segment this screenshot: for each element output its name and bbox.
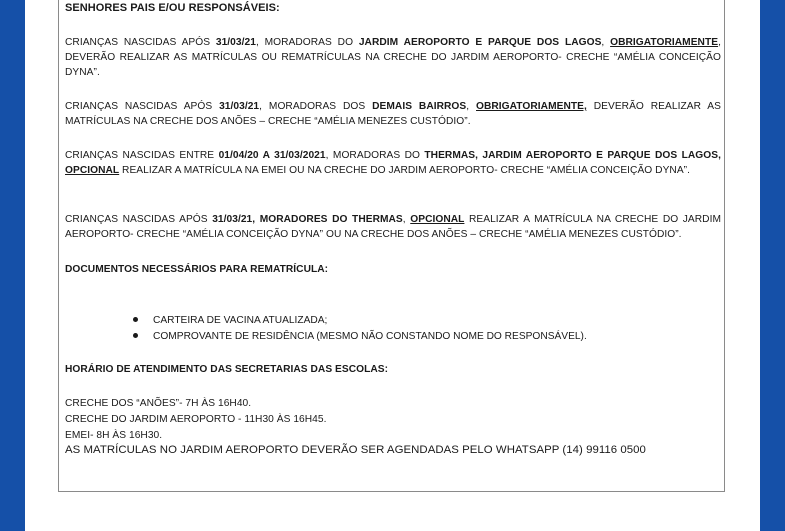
paragraph-4: CRIANÇAS NASCIDAS APÓS 31/03/21, MORADORES DO THERMAS, OPCIONAL REALIZAR A MATRÍCULA NA CRECHE DO JARDIM AEROPORTO- CRECHE “AMÉLIA CONCEIÇÃO DYNA” OU NA CRECHE DOS ANÕES – CRECHE “AMÉLIA MENEZES CUSTÓDIO”. bbox=[65, 214, 721, 240]
documents-heading: DOCUMENTOS NECESSÁRIOS PARA REMATRÍCULA: bbox=[65, 264, 329, 275]
paragraph-2: CRIANÇAS NASCIDAS APÓS 31/03/21, MORADORAS DOS DEMAIS BAIRROS, OBRIGATORIAMENTE, DEVERÃO REALIZAR AS MATRÍCULAS NA CRECHE DOS ANÕES – CRECHE “AMÉLIA MENEZES CUSTÓDIO”. bbox=[65, 101, 721, 127]
main-heading: SENHORES PAIS E/OU RESPONSÁVEIS: bbox=[65, 2, 280, 14]
bullet-icon bbox=[133, 333, 138, 338]
list-item: COMPROVANTE DE RESIDÊNCIA (MESMO NÃO CONSTANDO NOME DO RESPONSÁVEL). bbox=[133, 329, 587, 344]
right-blue-border bbox=[760, 0, 785, 531]
bullet-icon bbox=[133, 317, 138, 322]
list-item: CARTEIRA DE VACINA ATUALIZADA; bbox=[133, 313, 327, 328]
paragraph-3: CRIANÇAS NASCIDAS ENTRE 01/04/20 A 31/03/2021, MORADORAS DO THERMAS, JARDIM AEROPORTO E PARQUE DOS LAGOS, OPCIONAL REALIZAR A MATRÍCULA NA EMEI OU NA CRECHE DO JARDIM AEROPORTO- CRECHE “AMÉLIA CONCEIÇÃO DYNA”. bbox=[65, 150, 721, 176]
paragraph-1: CRIANÇAS NASCIDAS APÓS 31/03/21, MORADORAS DO JARDIM AEROPORTO E PARQUE DOS LAGOS, OBRIGATORIAMENTE, DEVERÃO REALIZAR AS MATRÍCULAS OU REMATRÍCULAS NA CRECHE DO JARDIM AEROPORTO- CRECHE “AMÉLIA CONCEIÇÃO DYNA”. bbox=[65, 37, 721, 78]
hours-line: CRECHE DOS “ANÕES”- 7H ÀS 16H40. bbox=[65, 398, 252, 409]
left-blue-border bbox=[0, 0, 25, 531]
hours-heading: HORÁRIO DE ATENDIMENTO DAS SECRETARIAS DAS ESCOLAS: bbox=[65, 364, 389, 375]
hours-line: CRECHE DO JARDIM AEROPORTO - 11H30 ÀS 16H45. bbox=[65, 414, 327, 425]
hours-line: EMEI- 8H ÀS 16H30. bbox=[65, 430, 163, 441]
whatsapp-note: AS MATRÍCULAS NO JARDIM AEROPORTO DEVERÃO SER AGENDADAS PELO WHATSAPP (14) 99116 0500 bbox=[65, 444, 646, 456]
